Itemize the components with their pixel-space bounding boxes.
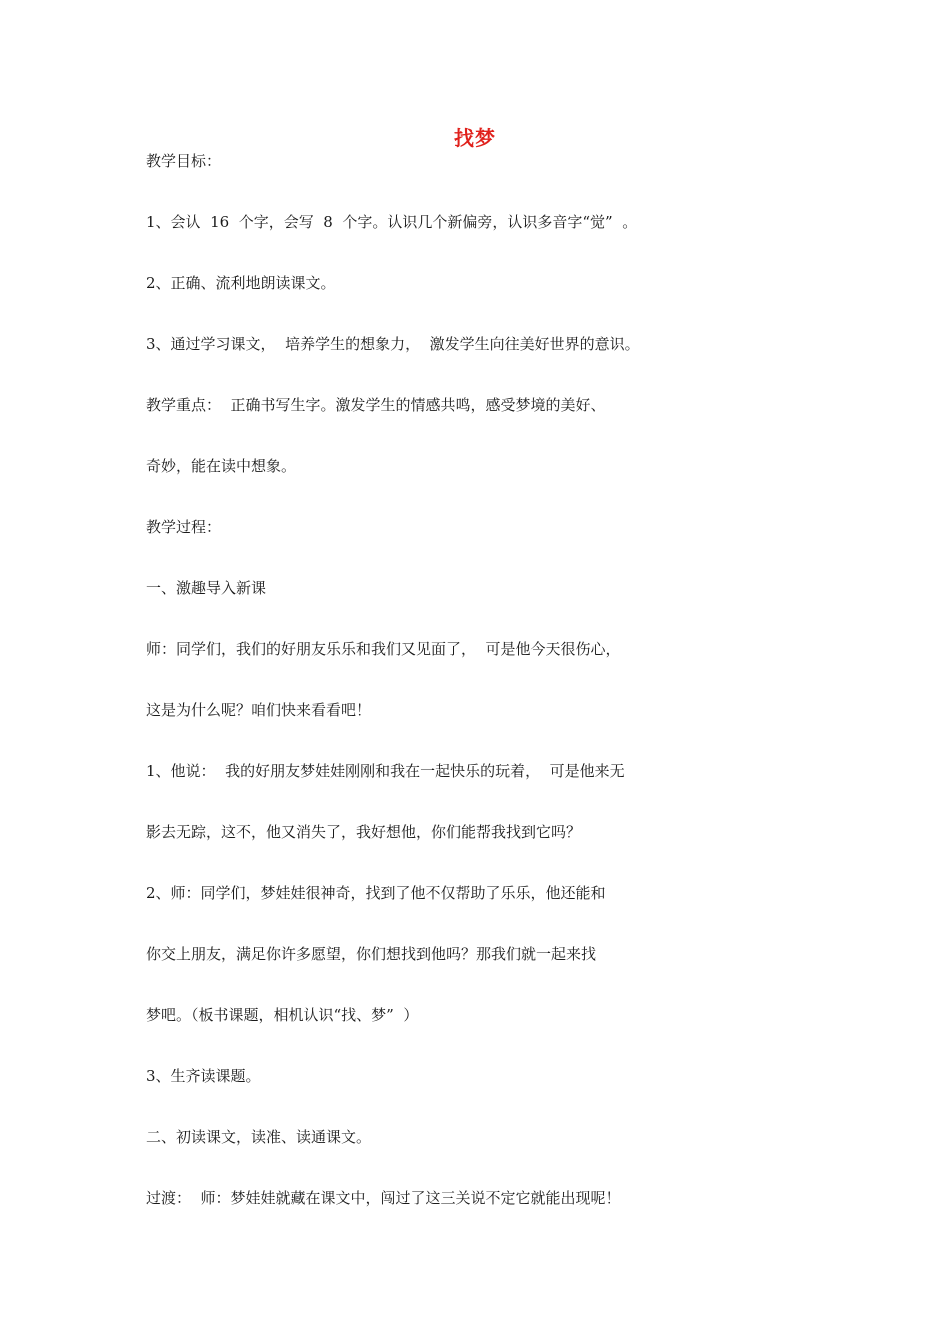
key-points-line-1: 教学重点： 正确书写生字。激发学生的情感共鸣，感受梦境的美好、 — [146, 396, 606, 414]
document-title: 找梦 — [454, 126, 496, 150]
process-step-heading-1: 一、激趣导入新课 — [146, 579, 267, 597]
paragraph-line: 过渡： 师：梦娃娃就藏在课文中，闯过了这三关说不定它就能出现呢！ — [146, 1189, 621, 1207]
section-heading-objectives: 教学目标： — [146, 152, 222, 170]
section-heading-process: 教学过程： — [146, 518, 222, 536]
objective-item-3: 3、通过学习课文， 培养学生的想象力， 激发学生向往美好世界的意识。 — [146, 335, 640, 353]
objective-item-2: 2、正确、流利地朗读课文。 — [146, 274, 336, 292]
paragraph-line: 2、师：同学们，梦娃娃很神奇，找到了他不仅帮助了乐乐，他还能和 — [146, 884, 606, 902]
paragraph-line: 3、生齐读课题。 — [146, 1067, 261, 1085]
objective-item-1: 1、会认 16 个字，会写 8 个字。认识几个新偏旁，认识多音字“觉” 。 — [146, 213, 638, 231]
paragraph-line: 1、他说： 我的好朋友梦娃娃刚刚和我在一起快乐的玩着， 可是他来无 — [146, 762, 625, 780]
key-points-line-2: 奇妙，能在读中想象。 — [146, 457, 297, 475]
process-step-heading-2: 二、初读课文，读准、读通课文。 — [146, 1128, 372, 1146]
paragraph-line: 你交上朋友，满足你许多愿望，你们想找到他吗？那我们就一起来找 — [146, 945, 597, 963]
paragraph-line: 梦吧。（板书课题，相机认识“找、梦” ） — [146, 1006, 419, 1024]
paragraph-line: 影去无踪，这不，他又消失了，我好想他，你们能帮我找到它吗？ — [146, 823, 582, 841]
paragraph-line: 师：同学们，我们的好朋友乐乐和我们又见面了， 可是他今天很伤心， — [146, 640, 621, 658]
paragraph-line: 这是为什么呢？咱们快来看看吧！ — [146, 701, 372, 719]
